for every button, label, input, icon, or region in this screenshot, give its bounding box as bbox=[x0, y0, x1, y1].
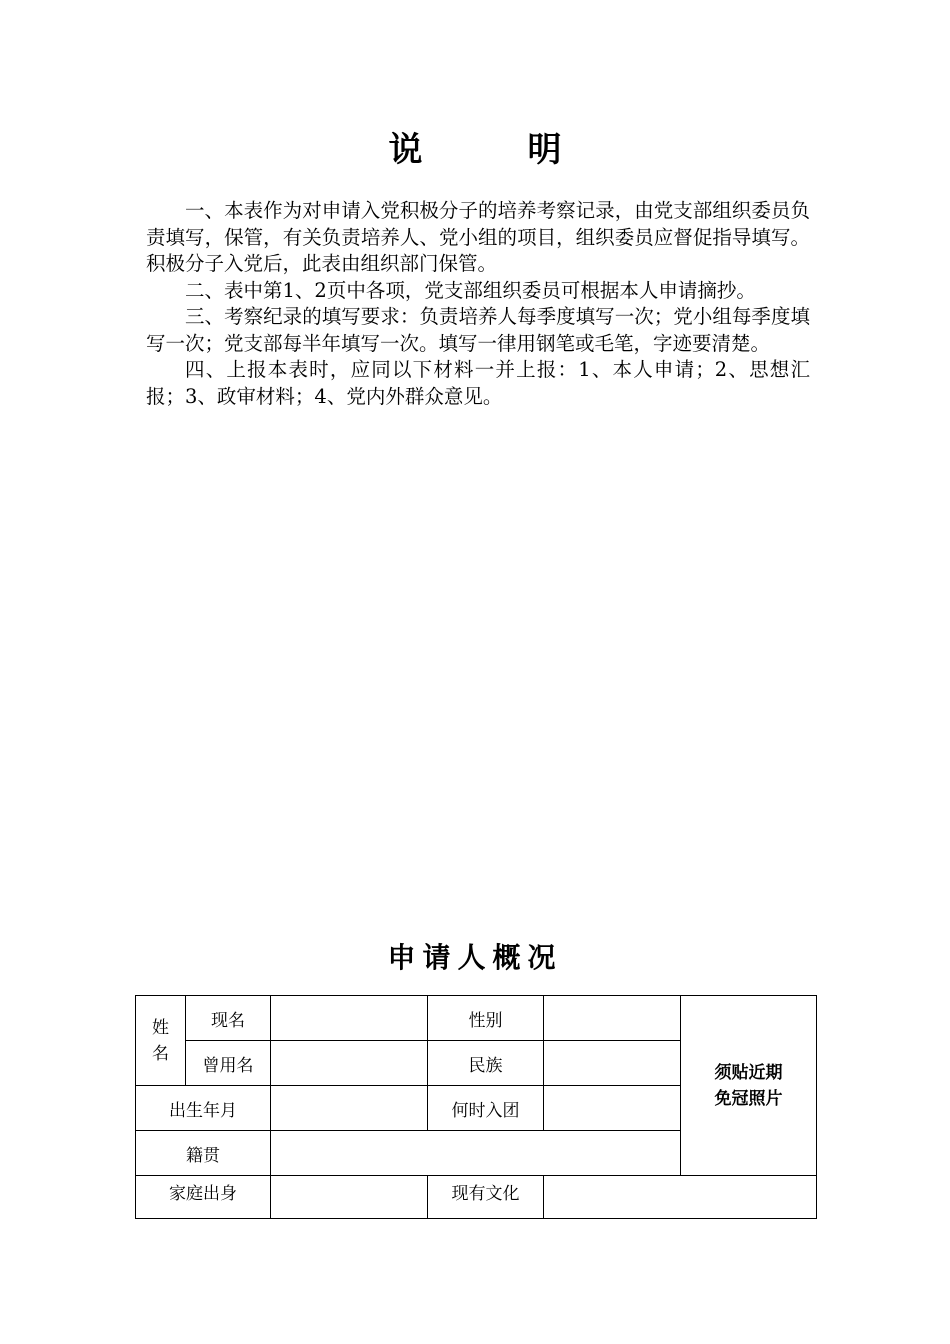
instructions-title-char1: 说 bbox=[388, 130, 423, 170]
former-name-label: 曾用名 bbox=[186, 1041, 271, 1086]
instructions-title bbox=[0, 128, 950, 172]
ethnicity-field[interactable] bbox=[544, 1041, 681, 1086]
family-origin-label: 家庭出身 bbox=[136, 1176, 271, 1219]
instruction-paragraph-1: 一、本表作为对申请入党积极分子的培养考察记录，由党支部组织委员负责填写，保管，有关负责培养人、党小组的项目，组织委员应督促指导填写。积极分子入党后，此表由组织部门保管。 bbox=[146, 199, 810, 275]
name-label: 姓名 bbox=[152, 1017, 169, 1064]
instruction-paragraph-4: 四、上报本表时，应同以下材料一并上报：1、本人申请；2、思想汇报；3、政审材料；4、党内外群众意见。 bbox=[146, 358, 810, 408]
photo-placeholder bbox=[681, 996, 817, 1176]
family-origin-field[interactable] bbox=[271, 1176, 428, 1219]
native-place-label: 籍贯 bbox=[136, 1131, 271, 1176]
birth-field[interactable] bbox=[271, 1086, 428, 1131]
education-label: 现有文化 bbox=[428, 1176, 544, 1219]
league-join-label: 何时入团 bbox=[428, 1086, 544, 1131]
gender-label: 性别 bbox=[428, 996, 544, 1041]
native-place-field[interactable] bbox=[271, 1131, 681, 1176]
gender-field[interactable] bbox=[544, 996, 681, 1041]
education-field[interactable] bbox=[544, 1176, 817, 1219]
instructions-title-char2: 明 bbox=[527, 130, 562, 170]
instruction-paragraph-3: 三、考察纪录的填写要求：负责培养人每季度填写一次；党小组每季度填写一次；党支部每半年填写一次。填写一律用钢笔或毛笔，字迹要清楚。 bbox=[146, 305, 810, 355]
ethnicity-label: 民族 bbox=[428, 1041, 544, 1086]
former-name-field[interactable] bbox=[271, 1041, 428, 1086]
name-label-cell bbox=[136, 996, 186, 1086]
current-name-label: 现名 bbox=[186, 996, 271, 1041]
birth-label: 出生年月 bbox=[136, 1086, 271, 1131]
league-join-field[interactable] bbox=[544, 1086, 681, 1131]
photo-note-line2: 免冠照片 bbox=[714, 1088, 783, 1109]
photo-note-line1: 须贴近期 bbox=[714, 1062, 783, 1083]
current-name-field[interactable] bbox=[271, 996, 428, 1041]
table-row bbox=[136, 1176, 817, 1219]
applicant-profile-table bbox=[135, 995, 817, 1219]
applicant-profile-title: 申请人概况 bbox=[387, 941, 563, 974]
table-row bbox=[136, 996, 817, 1041]
instructions-body bbox=[146, 198, 810, 410]
instruction-paragraph-2: 二、表中第1、2页中各项，党支部组织委员可根据本人申请摘抄。 bbox=[185, 278, 756, 302]
